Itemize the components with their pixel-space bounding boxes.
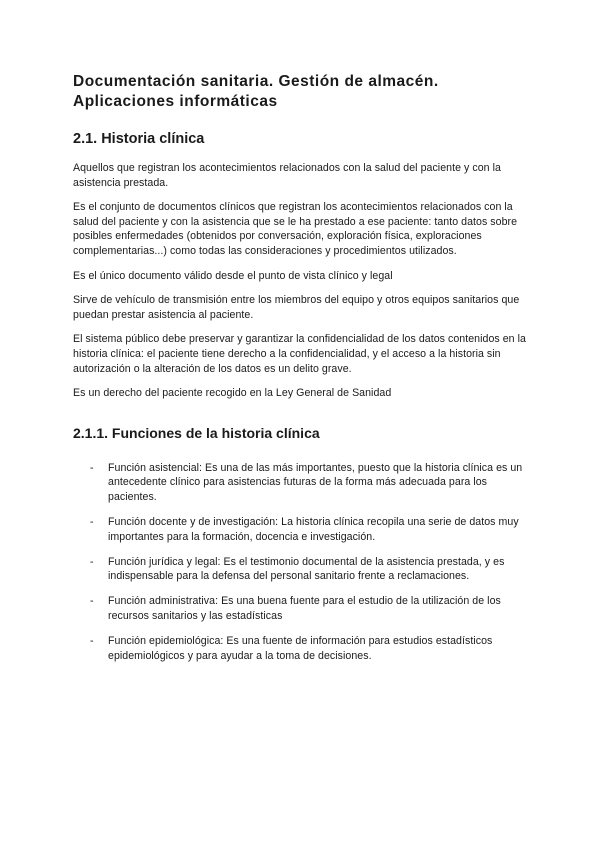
list-item-text: Función asistencial: Es una de las más importantes, puesto que la historia clínica es un antecedente clínico para asistencias futuras de la forma más adecuada para los pacientes. xyxy=(108,461,523,503)
document-title: Documentación sanitaria. Gestión de almacén. Aplicaciones informáticas xyxy=(73,73,439,110)
list-item xyxy=(73,515,533,544)
bullet-dash: - xyxy=(90,555,94,568)
paragraph: Aquellos que registran los acontecimientos relacionados con la salud del paciente y con la asistencia prestada. xyxy=(73,162,501,189)
list-item-text: Función jurídica y legal: Es el testimonio documental de la asistencia prestada, y es indispensable para la defensa del personal sanitario frente a reclamaciones. xyxy=(108,555,505,583)
document-page xyxy=(73,72,533,674)
paragraph: El sistema público debe preservar y garantizar la confidencialidad de los datos contenidos en la historia clínica: el paciente tiene derecho a la confidencialidad, y el acceso a la historia sin autorización o la alteración de los datos es un delito grave. xyxy=(73,333,526,375)
bullet-dash: - xyxy=(90,635,94,648)
list-item-text: Función docente y de investigación: La historia clínica recopila una serie de datos muy importantes para la formación, docencia e investigación. xyxy=(108,516,519,543)
list-item xyxy=(73,634,533,663)
list-item xyxy=(73,555,533,584)
list-item-text: Función epidemiológica: Es una fuente de información para estudios estadísticos epidemiológicos y para ayudar a la toma de decisiones. xyxy=(108,635,493,662)
functions-list xyxy=(73,461,533,664)
paragraph: Es el único documento válido desde el punto de vista clínico y legal xyxy=(73,269,393,282)
list-item xyxy=(73,461,533,505)
section-heading: 2.1. Historia clínica xyxy=(73,131,205,147)
bullet-dash: - xyxy=(90,595,94,608)
paragraph: Es un derecho del paciente recogido en la Ley General de Sanidad xyxy=(73,387,392,400)
paragraph: Es el conjunto de documentos clínicos que registran los acontecimientos relacionados con la salud del paciente y con la asistencia que se le ha prestado a ese paciente: tanto datos sobre posibles enfermedades (obtenidos por conversación, exploración física, exploraciones complementarias...) como todas las consideraciones y procedimientos utilizados. xyxy=(73,201,518,257)
paragraph: Sirve de vehículo de transmisión entre los miembros del equipo y otros equipos sanitarios que puedan prestar asistencia al paciente. xyxy=(73,294,520,321)
bullet-dash: - xyxy=(90,461,94,474)
list-item xyxy=(73,594,533,623)
bullet-dash: - xyxy=(90,516,94,528)
list-item-text: Función administrativa: Es una buena fuente para el estudio de la utilización de los recursos sanitarios y las estadísticas xyxy=(108,595,501,622)
subsection-heading: 2.1.1. Funciones de la historia clínica xyxy=(73,424,320,441)
